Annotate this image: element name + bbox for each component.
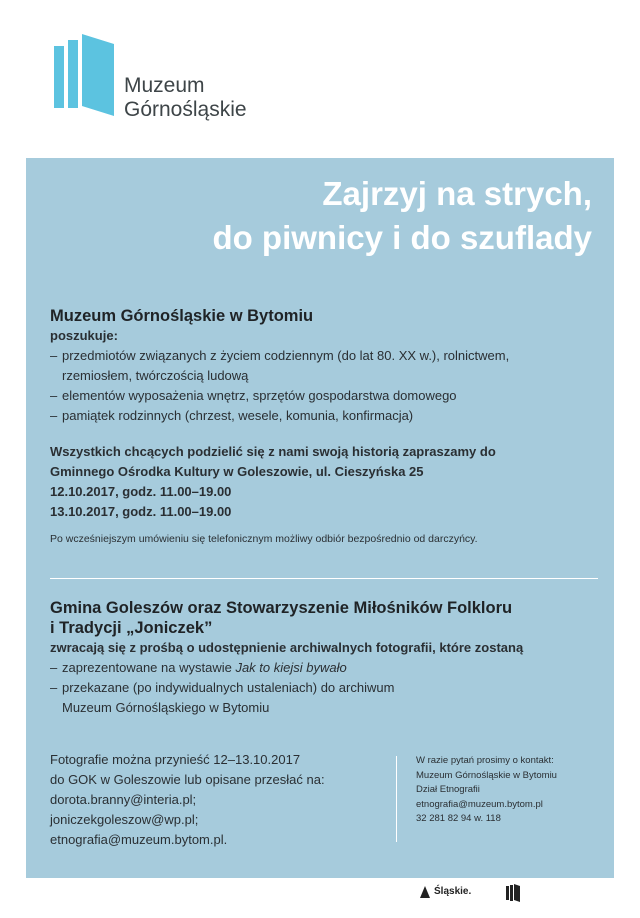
pickup-note: Po wcześniejszym umówieniu się telefonicznym możliwy odbiór bezpośrednio od darczyńcy. <box>50 533 478 545</box>
museum-small-logo-icon <box>506 884 520 902</box>
goleszow-section <box>50 598 610 718</box>
photo-usage-list <box>50 658 610 718</box>
invite-line2: Gminnego Ośrodka Kultury w Goleszowie, ul. Cieszyńska 25 <box>50 464 424 479</box>
list-item-continuation: rzemiosłem, twórczością ludową <box>62 368 249 383</box>
goleszow-title-line2: i Tradycji „Joniczek” <box>50 619 213 637</box>
submission-line: do GOK w Goleszowie lub opisane przesłać na: <box>50 772 325 787</box>
email-joniczek[interactable]: joniczekgoleszow@wp.pl; <box>50 812 199 827</box>
date-1: 12.10.2017, godz. 11.00–19.00 <box>50 484 232 499</box>
logo-line1: Muzeum <box>124 74 205 97</box>
museum-logo-icon <box>48 26 118 126</box>
list-item: – zaprezentowane na wystawie Jak to kiejsi bywało <box>50 660 347 675</box>
museum-section-lead: poszukuje: <box>50 328 118 343</box>
contact-box <box>416 754 606 827</box>
photo-submission-info <box>50 750 340 850</box>
museum-logo-text <box>124 74 247 122</box>
list-item: – elementów wyposażenia wnętrz, sprzętów gospodarstwa domowego <box>50 388 457 403</box>
list-item-continuation: Muzeum Górnośląskiego w Bytomiu <box>62 700 270 715</box>
list-item: – pamiątek rodzinnych (chrzest, wesele, komunia, konfirmacja) <box>50 408 414 423</box>
slaskie-logo-icon <box>420 886 430 898</box>
museum-section <box>50 306 610 546</box>
slaskie-logo-text: Śląskie. <box>434 886 472 897</box>
submission-line: Fotografie można przynieść 12–13.10.2017 <box>50 752 301 767</box>
contact-email[interactable]: etnografia@muzeum.bytom.pl <box>416 798 543 810</box>
headline-line2: do piwnicy i do szuflady <box>212 219 592 256</box>
goleszow-lead: zwracają się z prośbą o udostępnienie archiwalnych fotografii, które zostaną <box>50 640 524 655</box>
email-dorota[interactable]: dorota.branny@interia.pl; <box>50 792 197 807</box>
list-item: – przedmiotów związanych z życiem codziennym (do lat 80. XX w.), rolnictwem, <box>50 348 510 363</box>
contact-line: Muzeum Górnośląskie w Bytomiu <box>416 769 557 781</box>
museum-logo <box>48 26 268 126</box>
contact-line: Dział Etnografii <box>416 784 480 795</box>
date-2: 13.10.2017, godz. 11.00–19.00 <box>50 504 232 519</box>
sponsor-footer <box>420 882 620 912</box>
searched-items-list <box>50 346 610 426</box>
invite-line1: Wszystkich chcących podzielić się z nami swoją historią zapraszamy do <box>50 444 496 459</box>
contact-phone: 32 281 82 94 w. 118 <box>416 813 501 824</box>
headline <box>212 172 592 260</box>
exhibition-title: Jak to kiejsi bywało <box>235 660 347 675</box>
museum-section-title: Muzeum Górnośląskie w Bytomiu <box>50 307 314 325</box>
info-panel <box>26 158 614 878</box>
contact-divider <box>396 756 397 842</box>
headline-line1: Zajrzyj na strych, <box>322 175 592 212</box>
logo-line2: Górnośląskie <box>124 98 247 121</box>
section-divider <box>50 578 598 579</box>
contact-line: W razie pytań prosimy o kontakt: <box>416 755 554 766</box>
email-etnografia[interactable]: etnografia@muzeum.bytom.pl. <box>50 832 228 847</box>
goleszow-title-line1: Gmina Goleszów oraz Stowarzyszenie Miłośników Folkloru <box>50 599 513 617</box>
list-item: – przekazane (po indywidualnych ustaleniach) do archiwum <box>50 680 395 695</box>
